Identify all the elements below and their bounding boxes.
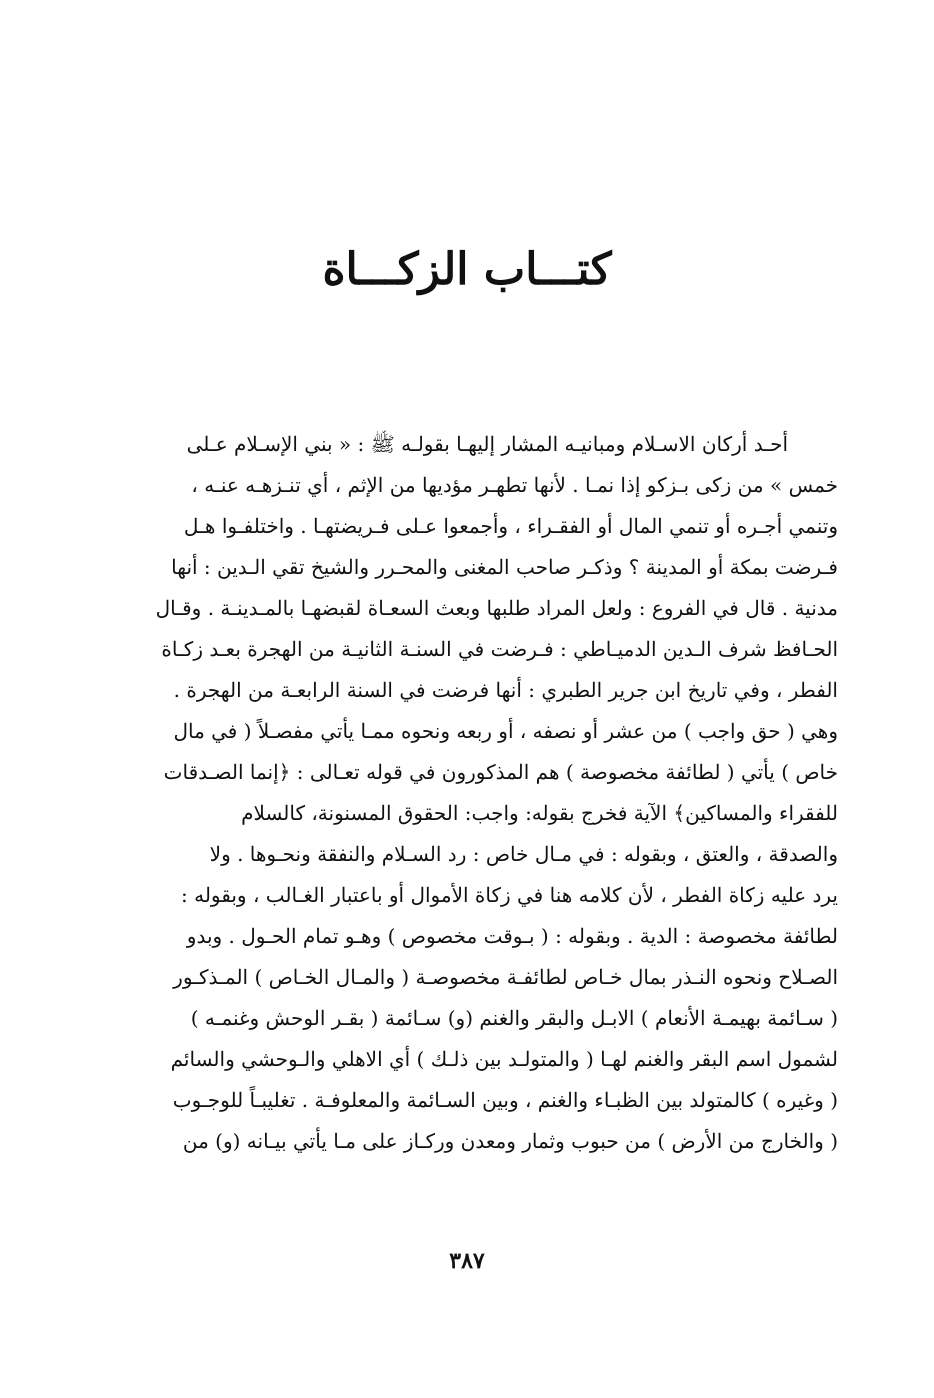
text-line: خمس » من زكى بـزكو إذا نمـا . لأنها تطهـر مؤديها من الإثم ، أي تنـزهـه عنـه ، (191, 473, 838, 497)
text-line: الفطر ، وفي تاريخ ابن جرير الطبري : أنها فرضت في السنة الرابعـة من الهجرة . (173, 678, 838, 702)
text-line: خاص ) يأتي ( لطائفة مخصوصة ) هم المذكورون في قوله تعـالى : ﴿إنما الصـدقات (163, 760, 838, 784)
body-text (116, 424, 838, 1162)
text-line: ( سـائمة بهيمـة الأنعام ) الابـل والبقر والغنم (و) سـائمة ( بقـر الوحش وغنمـه ) (190, 1006, 838, 1030)
text-line: ( وغيره ) كالمتولد بين الظبـاء والغنم ، وبين السـائمة والمعلوفـة . تغليبـاً للوجـوب (172, 1088, 838, 1112)
text-line: الصـلاح ونحوه النـذر بمال خـاص لطائفـة مخصوصـة ( والمـال الخـاص ) المـذكـور (173, 965, 838, 989)
text-line: للفقراء والمساكين﴾ الآية فخرج بقوله: واجب: الحقوق المسنونة، كالسلام (241, 801, 838, 825)
text-line: لشمول اسم البقر والغنم لهـا ( والمتولـد بين ذلـك ) أي الاهلي والـوحشي والسائم (170, 1047, 838, 1071)
chapter-title: كتـــاب الزكـــاة (322, 244, 612, 295)
text-line: ( والخارج من الأرض ) من حبوب وثمار ومعدن وركـاز على مـا يأتي بيـانه (و) من (182, 1129, 838, 1153)
text-line: لطائفة مخصوصة : الدية . وبقوله : ( بـوقت مخصوص ) وهـو تمام الحـول . وبدو (186, 924, 838, 948)
text-line: وهي ( حق واجب ) من عشر أو نصفه ، أو ربعه ونحوه ممـا يأتي مفصـلاً ( في مال (173, 719, 838, 743)
page-number: ٣٨٧ (449, 1248, 485, 1274)
text-line: والصدقة ، والعتق ، وبقوله : في مـال خاص : رد السـلام والنفقة ونحـوها . ولا (209, 842, 838, 866)
text-line: الحـافظ شرف الـدين الدميـاطي : فـرضت في السنـة الثانيـة من الهجرة بعـد زكـاة (161, 637, 838, 661)
text-line: أحـد أركان الاسـلام ومبانيـه المشار إليهـا بقولـه ﷺ : « بني الإسـلام عـلى (186, 432, 788, 456)
text-line: مدنية . قال في الفروع : ولعل المراد طلبها وبعث السعـاة لقبضهـا بالمـدينـة . وقـال (155, 596, 838, 620)
text-line: يرد عليه زكاة الفطر ، لأن كلامه هنا في زكاة الأموال أو باعتبار الغـالب ، وبقوله : (181, 883, 838, 907)
text-line: وتنمي أجـره أو تنمي المال أو الفقـراء ، وأجمعوا عـلى فـريضتهـا . واختلفـوا هـل (183, 514, 838, 538)
text-line: فـرضت بمكة أو المدينة ؟ وذكـر صاحب المغنى والمحـرر والشيخ تقي الـدين : أنها (171, 555, 838, 579)
